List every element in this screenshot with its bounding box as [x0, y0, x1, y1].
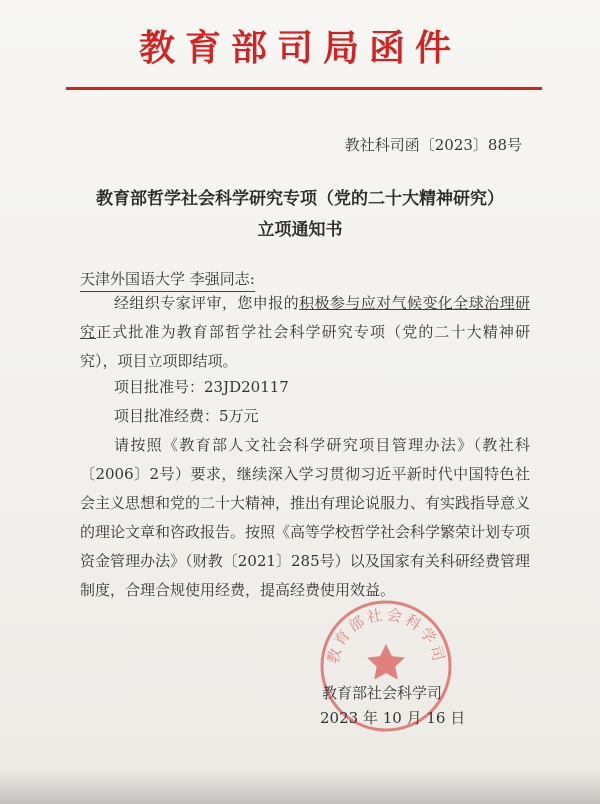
paragraph-approval-intro: 经组织专家评审，您申报的: [114, 294, 300, 312]
approval-funds: 项目批准经费：5万元: [114, 407, 259, 425]
signing-date: 2023 年 10 月 16 日: [320, 709, 466, 727]
paragraph-approval: [80, 289, 530, 376]
letterhead-title: 教育部司局函件: [138, 27, 461, 69]
signer-organization: 教育部社会科学司: [322, 684, 443, 702]
paragraph-requirements: 请按照《教育部人文社会科学研究项目管理办法》（教社科〔2006〕2号）要求，继续深入学习贯彻习近平新时代中国特色社会主义思想和党的二十大精神，推出有理论说服力、有实践指导意义的理论文章和咨政报告。按照《高等学校哲学社会科学繁荣计划专项资金管理办法》（财教〔2021〕285号）以及国家有关科研经费管理制度，合理合规使用经费，提高经费使用效益。: [80, 436, 531, 599]
document-title-line1: 教育部哲学社会科学研究专项（党的二十大精神研究）: [96, 189, 504, 209]
project-title: 积极参与应对气候变化全球治理研究: [80, 294, 530, 341]
photo-shadow: [0, 770, 600, 804]
seal-star-icon: [367, 644, 405, 680]
paragraph-approval-rest: 正式批准为教育部哲学社会科学研究专项（党的二十大精神研究），项目立项即结项。: [80, 323, 530, 370]
letterhead-red-rule: [66, 87, 542, 90]
approval-number: 项目批准号：23JD20117: [114, 378, 289, 396]
seal-text: 教育部社会科学司: [323, 605, 449, 666]
document-title-line2: 立项通知书: [257, 220, 343, 240]
document-number: 教社科司函〔2023〕88号: [344, 136, 522, 154]
addressee: 天津外国语大学 李强同志:: [80, 268, 255, 292]
